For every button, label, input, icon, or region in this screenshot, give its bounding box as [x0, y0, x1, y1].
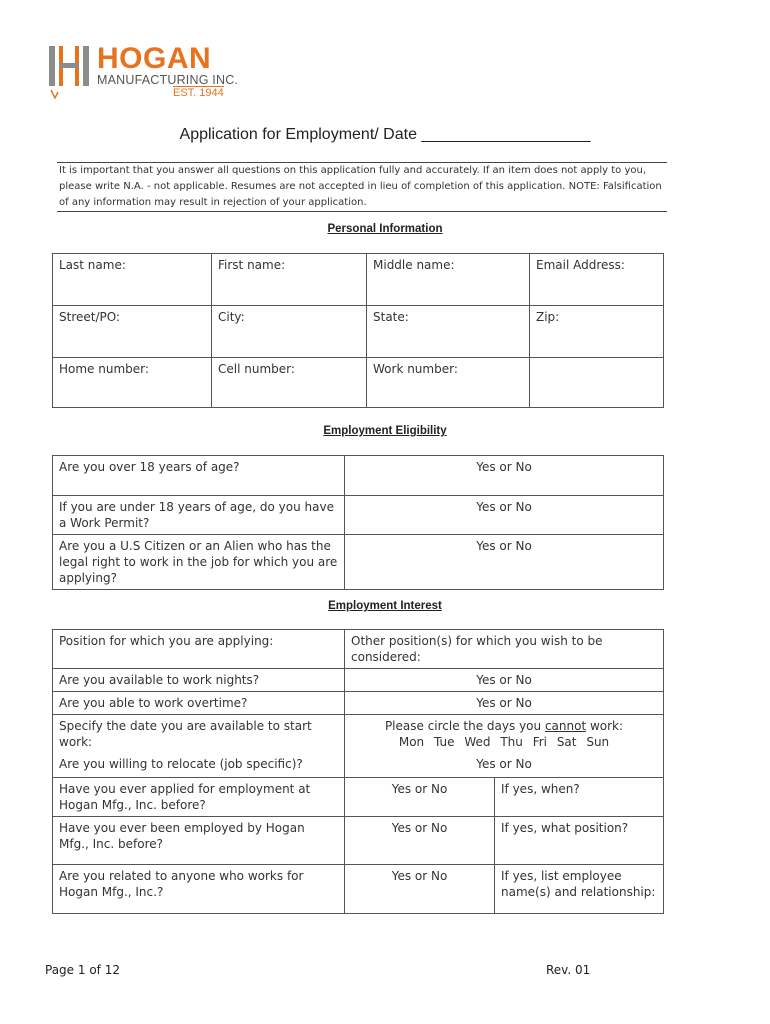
email-field[interactable]: Email Address: [530, 254, 664, 306]
eligibility-question: Are you a U.S Citizen or an Alien who has the legal right to work in the job for which you are applying? [53, 535, 345, 590]
applied-question: Have you ever applied for employment at Hogan Mfg., Inc. before? [53, 777, 345, 816]
work-number-field[interactable]: Work number: [367, 358, 530, 408]
related-followup[interactable]: If yes, list employee name(s) and relationship: [495, 864, 664, 913]
home-number-field[interactable]: Home number: [53, 358, 212, 408]
eligibility-answer[interactable]: Yes or No [345, 535, 664, 590]
first-name-field[interactable]: First name: [212, 254, 367, 306]
eligibility-table [52, 455, 664, 590]
revision: Rev. 01 [546, 963, 591, 977]
page-number: Page 1 of 12 [45, 963, 120, 977]
logo-brand: HOGAN [97, 42, 212, 75]
state-field[interactable]: State: [367, 306, 530, 358]
day-tue[interactable]: Tue [433, 735, 455, 749]
street-field[interactable]: Street/PO: [53, 306, 212, 358]
eligibility-answer[interactable]: Yes or No [345, 456, 664, 496]
related-question: Are you related to anyone who works for Hogan Mfg., Inc.? [53, 864, 345, 913]
logo-subtitle: MANUFACTURING INC. [97, 73, 239, 87]
other-position-field[interactable]: Other position(s) for which you wish to be considered: [345, 630, 664, 669]
eligibility-answer[interactable]: Yes or No [345, 496, 664, 535]
empty-field[interactable] [530, 358, 664, 408]
city-field[interactable]: City: [212, 306, 367, 358]
eligibility-question: If you are under 18 years of age, do you have a Work Permit? [53, 496, 345, 535]
section-personal-heading: Personal Information [327, 223, 443, 235]
hogan-logo [45, 44, 245, 104]
page-title: Application for Employment/ Date ___________________ [179, 126, 591, 143]
position-field[interactable]: Position for which you are applying: [53, 630, 345, 669]
day-mon[interactable]: Mon [398, 735, 425, 749]
eligibility-question: Are you over 18 years of age? [53, 456, 345, 496]
logo-est: EST. 1944 [173, 87, 224, 99]
day-sun[interactable]: Sun [586, 735, 610, 749]
intro-text: It is important that you answer all questions on this application fully and accurately. If an item does not apply to you, please write N.A. - not applicable. Resumes are not accepted in lieu of completion of this application. NOTE: Falsification of any information may result in rejection of your application. [57, 162, 667, 212]
last-name-field[interactable]: Last name: [53, 254, 212, 306]
overtime-answer[interactable]: Yes or No [345, 692, 664, 715]
days-list [351, 734, 657, 750]
relocate-answer[interactable]: Yes or No [345, 753, 664, 777]
section-interest-heading: Employment Interest [328, 600, 442, 612]
start-date-field[interactable]: Specify the date you are available to start work: [53, 715, 345, 754]
relocate-question: Are you willing to relocate (job specific)? [53, 753, 345, 777]
overtime-question: Are you able to work overtime? [53, 692, 345, 715]
personal-info-table [52, 253, 664, 408]
interest-table [52, 629, 664, 914]
days-cannot-work: Please circle the days you cannot work: Mon Tue Wed Thu Fri Sat Sun [345, 715, 664, 754]
day-wed[interactable]: Wed [464, 735, 491, 749]
applied-answer[interactable]: Yes or No [345, 777, 495, 816]
middle-name-field[interactable]: Middle name: [367, 254, 530, 306]
related-answer[interactable]: Yes or No [345, 864, 495, 913]
zip-field[interactable]: Zip: [530, 306, 664, 358]
day-thu[interactable]: Thu [500, 735, 523, 749]
employed-question: Have you ever been employed by Hogan Mfg., Inc. before? [53, 816, 345, 864]
day-sat[interactable]: Sat [556, 735, 577, 749]
employed-followup[interactable]: If yes, what position? [495, 816, 664, 864]
employed-answer[interactable]: Yes or No [345, 816, 495, 864]
cell-number-field[interactable]: Cell number: [212, 358, 367, 408]
hogan-h-icon [45, 44, 93, 102]
day-fri[interactable]: Fri [532, 735, 547, 749]
nights-answer[interactable]: Yes or No [345, 669, 664, 692]
section-eligibility-heading: Employment Eligibility [323, 425, 447, 437]
nights-question: Are you available to work nights? [53, 669, 345, 692]
applied-followup[interactable]: If yes, when? [495, 777, 664, 816]
